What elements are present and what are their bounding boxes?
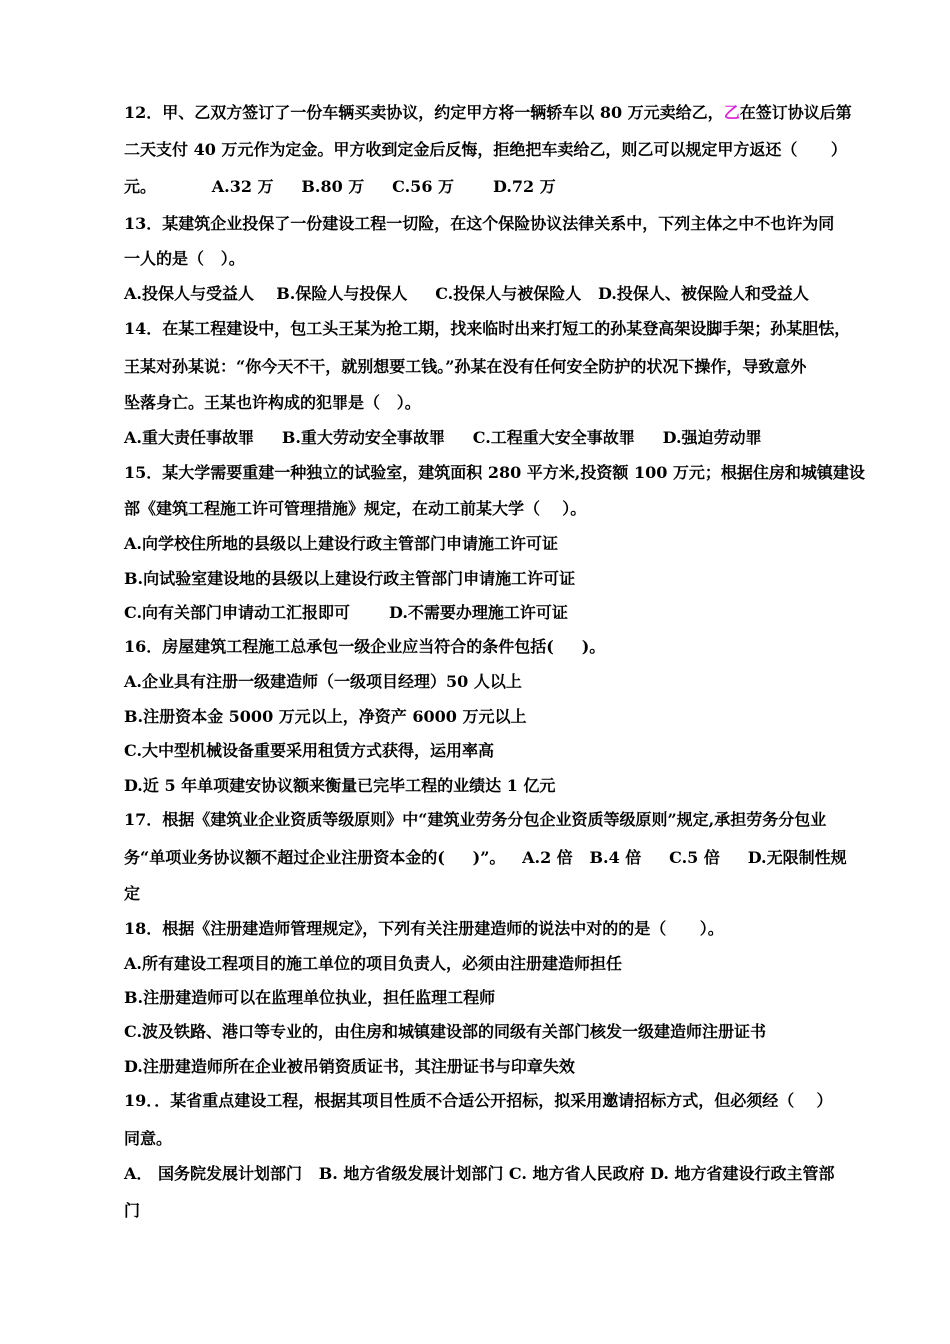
- question-16-option-a: A.企业具有注册一级建造师（一级项目经理）50 人以上: [124, 672, 522, 691]
- question-19-line-2: 同意。: [124, 1129, 173, 1148]
- question-14-line-2: 王某对孙某说：“你今天不干，就别想要工钱。”孙某在没有任何安全防护的状况下操作，导致意外: [124, 357, 807, 376]
- question-15-line-2: 部《建筑工程施工许可管理措施》规定，在动工前某大学（ ）。: [124, 499, 587, 518]
- question-16-option-d: D.近 5 年单项建安协议额来衡量已完毕工程的业绩达 1 亿元: [124, 776, 556, 795]
- question-19-options-cont: 门: [124, 1201, 141, 1220]
- text-run: 在签订协议后第: [739, 103, 852, 122]
- highlighted-char: 乙: [723, 103, 740, 122]
- question-12-line-1: [124, 102, 852, 124]
- question-12-options: 元。 A.32 万 B.80 万 C.56 万 D.72 万: [124, 177, 556, 196]
- question-15-line-1: 15．某大学需要重建一种独立的试验室，建筑面积 280 平方米,投资额 100 万元；根据住房和城镇建设: [124, 463, 865, 482]
- question-18-option-d: D.注册建造师所在企业被吊销资质证书，其注册证书与印章失效: [124, 1057, 575, 1076]
- question-14-line-3: 坠落身亡。王某也许构成的犯罪是（ ）。: [124, 393, 421, 412]
- question-19-line-1: 19．．某省重点建设工程，根据其项目性质不合适公开招标，拟采用邀请招标方式，但必须经（ ）: [124, 1091, 833, 1110]
- question-17-line-3: 定: [124, 884, 141, 903]
- question-15-option-cd: C.向有关部门申请动工汇报即可 D.不需要办理施工许可证: [124, 603, 568, 622]
- question-16-option-b: B.注册资本金 5000 万元以上，净资产 6000 万元以上: [124, 707, 527, 726]
- question-17-line-2: 务“单项业务协议额不超过企业注册资本金的( )”。 A.2 倍 B.4 倍 C.5 倍 D.无限制性规: [124, 848, 847, 867]
- question-18-line-1: 18．根据《注册建造师管理规定》，下列有关注册建造师的说法中对的的是（ ）。: [124, 919, 724, 938]
- question-16-option-c: C.大中型机械设备重要采用租赁方式获得，运用率高: [124, 741, 495, 760]
- question-19-options: A． 国务院发展计划部门 B. 地方省级发展计划部门 C. 地方省人民政府 D. 地方省建设行政主管部: [124, 1164, 835, 1183]
- question-13-line-1: 13．某建筑企业投保了一份建设工程一切险，在这个保险协议法律关系中，下列主体之中不也许为同: [124, 214, 835, 233]
- question-13-options: A.投保人与受益人 B.保险人与投保人 C.投保人与被保险人 D.投保人、被保险人和受益人: [124, 284, 809, 303]
- question-13-line-2: 一人的是（ ）。: [124, 249, 245, 268]
- question-18-option-c: C.波及铁路、港口等专业的，由住房和城镇建设部的同级有关部门核发一级建造师注册证书: [124, 1022, 767, 1041]
- text-run: 12．甲、乙双方签订了一份车辆买卖协议，约定甲方将一辆轿车以 80 万元卖给乙，: [124, 103, 724, 122]
- question-12-line-2: 二天支付 40 万元作为定金。甲方收到定金后反悔，拒绝把车卖给乙，则乙可以规定甲方返还（ ）: [124, 140, 847, 159]
- question-18-option-a: A.所有建设工程项目的施工单位的项目负责人，必须由注册建造师担任: [124, 954, 622, 973]
- question-14-options: A.重大责任事故罪 B.重大劳动安全事故罪 C.工程重大安全事故罪 D.强迫劳动罪: [124, 428, 762, 447]
- question-18-option-b: B.注册建造师可以在监理单位执业，担任监理工程师: [124, 988, 496, 1007]
- question-15-option-a: A.向学校住所地的县级以上建设行政主管部门申请施工许可证: [124, 534, 558, 553]
- question-17-line-1: 17．根据《建筑业企业资质等级原则》中“建筑业劳务分包企业资质等级原则”规定,承担劳务分包业: [124, 810, 827, 829]
- question-15-option-b: B.向试验室建设地的县级以上建设行政主管部门申请施工许可证: [124, 569, 576, 588]
- question-14-line-1: 14．在某工程建设中，包工头王某为抢工期，找来临时出来打短工的孙某登高架设脚手架；孙某胆怯，: [124, 319, 851, 338]
- question-16-line-1: 16．房屋建筑工程施工总承包一级企业应当符合的条件包括( )。: [124, 637, 606, 656]
